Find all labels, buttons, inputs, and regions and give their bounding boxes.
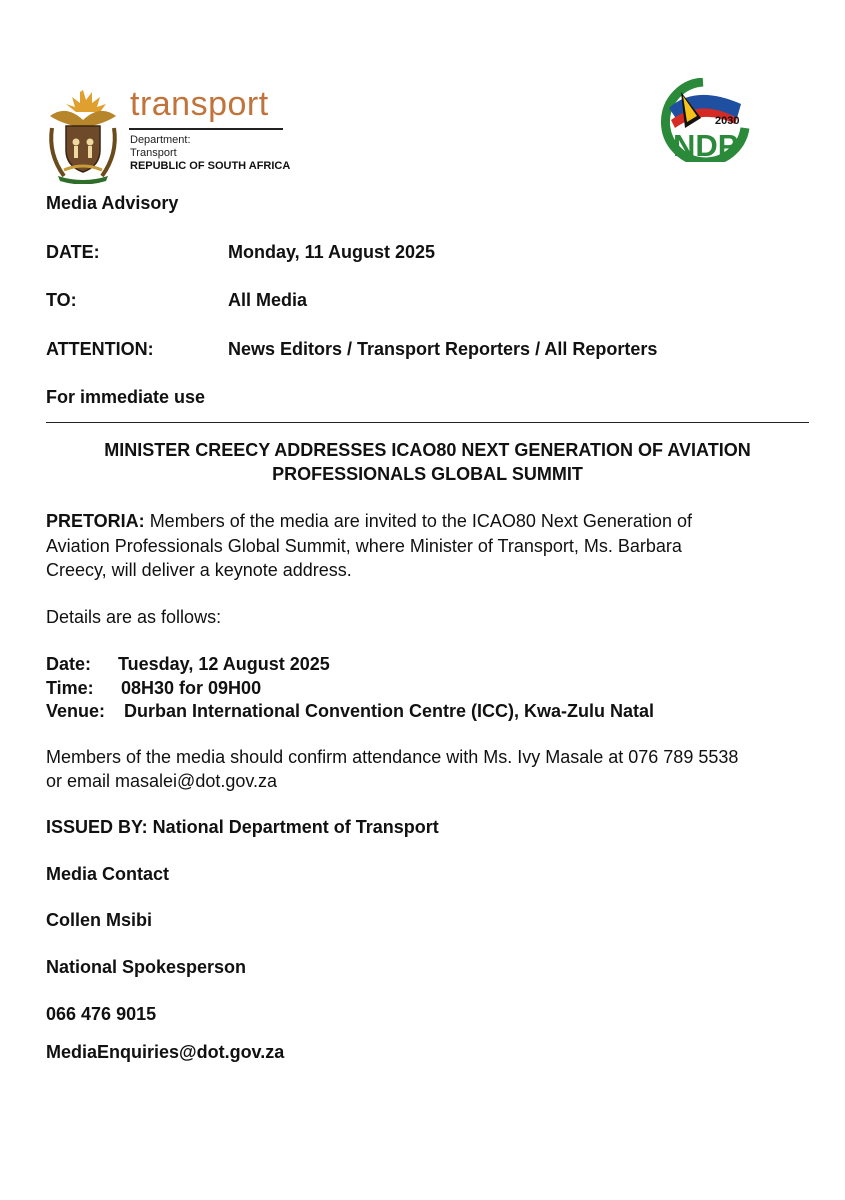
details-time-label: Time: <box>46 678 94 698</box>
advisory-type: Media Advisory <box>46 193 179 213</box>
intro-line-2: Aviation Professionals Global Summit, where Minister of Transport, Ms. Barbara <box>46 536 682 556</box>
contact-phone: 066 476 9015 <box>46 1004 157 1024</box>
intro-text-1: Members of the media are invited to the ICAO80 Next Generation of <box>144 511 692 531</box>
coat-of-arms-logo <box>42 84 124 184</box>
attention-value: News Editors / Transport Reporters / All Reporters <box>228 339 658 359</box>
details-time-value: 08H30 for 09H00 <box>121 678 262 698</box>
attention-label: ATTENTION: <box>46 339 154 359</box>
contact-email: MediaEnquiries@dot.gov.za <box>46 1042 285 1062</box>
date-value: Monday, 11 August 2025 <box>228 242 436 262</box>
dept-line-country: REPUBLIC OF SOUTH AFRICA <box>130 160 291 172</box>
contact-name: Collen Msibi <box>46 910 153 930</box>
svg-text:NDP: NDP <box>673 128 739 162</box>
contact-heading: Media Contact <box>46 864 170 884</box>
usage-note: For immediate use <box>46 387 206 407</box>
details-intro: Details are as follows: <box>46 607 222 627</box>
ndp-2030-logo <box>655 78 751 162</box>
details-date-value: Tuesday, 12 August 2025 <box>118 654 330 674</box>
contact-title: National Spokesperson <box>46 957 247 977</box>
date-label: DATE: <box>46 242 100 262</box>
to-value: All Media <box>228 290 308 310</box>
dept-line-department: Department: <box>130 134 191 146</box>
brand-divider <box>129 128 283 130</box>
rsvp-line-1: Members of the media should confirm attendance with Ms. Ivy Masale at 076 789 5538 <box>46 747 739 767</box>
svg-text:2030: 2030 <box>715 115 740 127</box>
to-label: TO: <box>46 290 77 310</box>
page-title: MINISTER CREECY ADDRESSES ICAO80 NEXT GENERATION OF AVIATION PROFESSIONALS GLOBAL SUMMIT <box>104 440 751 484</box>
section-divider <box>46 422 809 423</box>
rsvp-line-2: or email masalei@dot.gov.za <box>46 771 278 791</box>
details-venue-value: Durban International Convention Centre (ICC), Kwa-Zulu Natal <box>124 701 655 721</box>
issued-by: ISSUED BY: National Department of Transport <box>46 817 439 837</box>
brand-wordmark: transport <box>130 85 269 123</box>
details-date-label: Date: <box>46 654 92 674</box>
details-venue-label: Venue: <box>46 701 106 721</box>
dateline: PRETORIA: <box>46 511 145 531</box>
intro-line-3: Creecy, will deliver a keynote address. <box>46 560 352 580</box>
intro-line-1 <box>46 510 692 532</box>
dept-line-transport: Transport <box>130 147 177 159</box>
